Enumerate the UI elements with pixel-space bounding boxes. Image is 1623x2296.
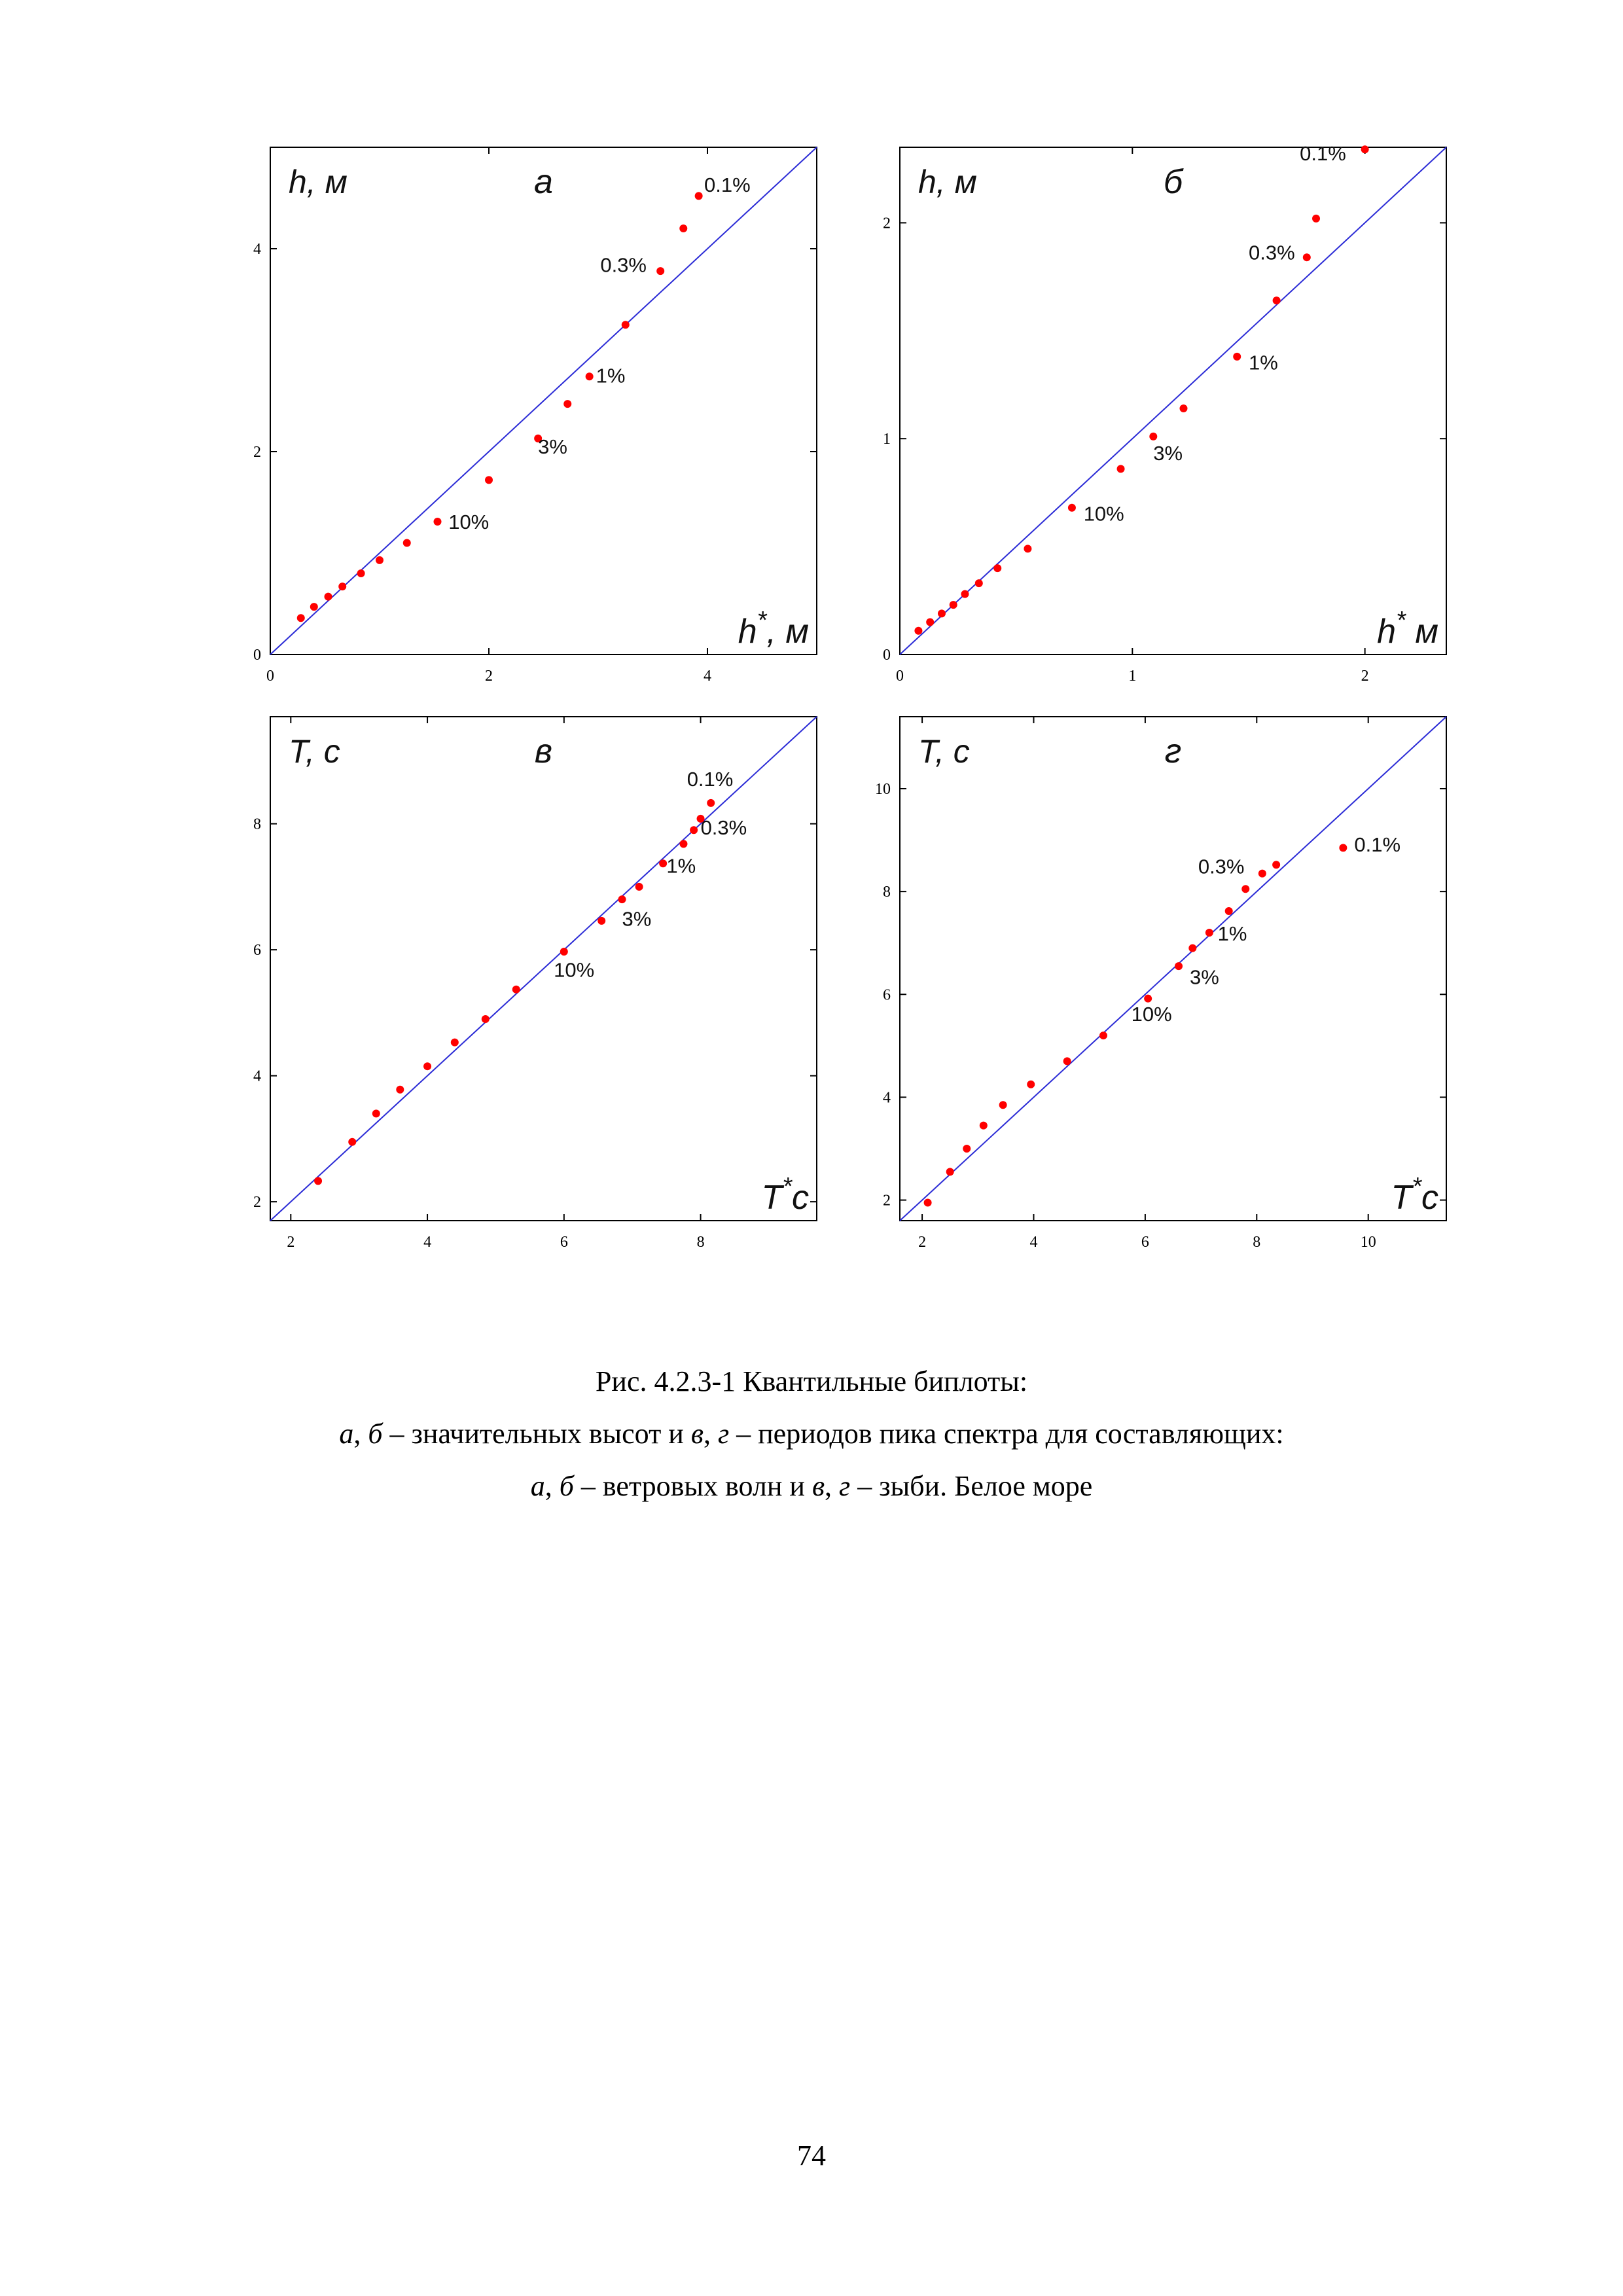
quantile-label: 1% <box>1248 351 1278 374</box>
data-point <box>1303 253 1311 261</box>
data-point <box>560 948 568 956</box>
data-point <box>924 1199 932 1207</box>
quantile-label: 3% <box>622 907 652 931</box>
x-tick-label: 4 <box>423 1234 432 1251</box>
data-point <box>690 826 698 834</box>
quantile-label: 1% <box>596 364 626 387</box>
y-axis-label: h, м <box>289 164 348 200</box>
data-point <box>1117 465 1125 473</box>
data-point <box>695 192 703 200</box>
data-point <box>297 614 305 622</box>
data-point <box>586 372 594 380</box>
data-point <box>1233 353 1241 361</box>
x-tick-label: 4 <box>704 668 711 685</box>
y-tick-label: 4 <box>253 241 261 258</box>
y-tick-label: 2 <box>253 444 261 461</box>
data-point <box>597 917 605 925</box>
x-tick-label: 2 <box>485 668 493 685</box>
caption-letter-d: г <box>839 1470 851 1502</box>
data-point <box>938 609 946 617</box>
quantile-label: 3% <box>1190 965 1219 989</box>
data-point <box>1273 296 1281 304</box>
quantile-label: 10% <box>448 510 490 533</box>
data-point <box>325 593 332 601</box>
data-point <box>950 601 957 609</box>
quantile-label: 0.1% <box>1300 141 1346 165</box>
x-tick-label: 8 <box>1253 1234 1261 1251</box>
data-point <box>963 1145 971 1153</box>
data-point <box>914 627 922 635</box>
quantile-label: 0.3% <box>600 253 647 277</box>
y-tick-label: 4 <box>253 1067 261 1085</box>
panel-b <box>883 142 1446 685</box>
quantile-label: 0.3% <box>700 816 747 839</box>
y-tick-label: 2 <box>883 1192 891 1210</box>
figure-caption-title: Рис. 4.2.3-1 Квантильные биплоты: <box>595 1365 1028 1397</box>
data-point <box>1063 1057 1071 1065</box>
data-point <box>1099 1031 1107 1039</box>
data-point <box>1339 844 1347 852</box>
caption-text: – ветровых волн и <box>573 1470 812 1502</box>
data-point <box>993 564 1001 572</box>
data-point <box>1225 907 1233 915</box>
x-axis-label: h*, м <box>738 607 809 651</box>
quantile-label: 0.1% <box>704 173 751 197</box>
data-point <box>975 579 983 587</box>
y-axis-label: T, c <box>289 733 340 770</box>
data-point <box>622 321 630 329</box>
data-point <box>679 840 687 848</box>
data-point <box>451 1039 459 1047</box>
panel-letter: в <box>534 732 553 770</box>
data-point <box>1149 433 1157 440</box>
figure-caption-line2: а, б – значительных высот и в, г – периодов пика спектра для составляющих: <box>339 1418 1284 1450</box>
x-tick-label: 2 <box>918 1234 927 1251</box>
data-point <box>679 224 687 232</box>
caption-letter-c: в <box>812 1470 825 1502</box>
y-tick-label: 4 <box>883 1089 891 1107</box>
panel-letter: а <box>534 163 553 201</box>
x-tick-label: 0 <box>896 668 904 685</box>
y-tick-label: 0 <box>883 647 891 664</box>
data-point <box>1024 545 1031 552</box>
data-point <box>338 583 346 590</box>
data-point <box>961 590 969 598</box>
data-point <box>618 895 626 903</box>
caption-text: – зыби. Белое море <box>850 1470 1093 1502</box>
x-tick-label: 8 <box>696 1234 705 1251</box>
caption-letter-d: г <box>717 1418 730 1450</box>
panel-c <box>253 717 817 1251</box>
data-point <box>1312 215 1320 223</box>
quantile-label: 3% <box>538 435 567 459</box>
quantile-label: 1% <box>1217 922 1247 945</box>
data-point <box>999 1101 1007 1109</box>
data-point <box>1241 885 1249 893</box>
panel-d <box>875 717 1446 1251</box>
panel-letter: б <box>1163 163 1183 201</box>
x-tick-label: 0 <box>266 668 274 685</box>
x-tick-label: 6 <box>1141 1234 1149 1251</box>
data-point <box>357 569 365 577</box>
x-tick-label: 10 <box>1360 1234 1376 1251</box>
caption-text: – значительных высот и <box>382 1418 691 1450</box>
reference-line <box>900 717 1446 1221</box>
data-point <box>1272 861 1280 869</box>
panel-a <box>253 147 817 685</box>
caption-letter-b: б <box>559 1470 574 1502</box>
data-point <box>372 1109 380 1117</box>
y-tick-label: 0 <box>253 647 261 664</box>
quantile-label: 3% <box>1153 442 1183 465</box>
x-tick-label: 1 <box>1128 668 1137 685</box>
y-tick-label: 8 <box>253 816 261 833</box>
quantile-label: 1% <box>666 854 696 878</box>
data-point <box>656 267 664 275</box>
data-point <box>423 1062 431 1070</box>
page-number: 74 <box>797 2140 826 2172</box>
quantile-label: 10% <box>1083 502 1124 526</box>
data-point <box>403 539 411 547</box>
y-tick-label: 2 <box>253 1194 261 1211</box>
x-axis-label: T*c <box>1391 1173 1438 1217</box>
quantile-label: 0.3% <box>1198 855 1245 878</box>
panel-letter: г <box>1164 732 1182 770</box>
caption-text: – периодов пика спектра для составляющих: <box>729 1418 1284 1450</box>
caption-letter-b: б <box>368 1418 383 1450</box>
reference-line <box>900 147 1446 655</box>
y-tick-label: 6 <box>253 942 261 960</box>
caption-letter-c: в <box>690 1418 704 1450</box>
reference-line <box>270 147 817 655</box>
x-axis-label: h* м <box>1377 607 1438 651</box>
y-tick-label: 6 <box>883 986 891 1004</box>
data-point <box>1258 870 1266 878</box>
data-point <box>434 518 442 526</box>
caption-letter-a: а <box>530 1470 545 1502</box>
quantile-label: 0.1% <box>1354 833 1401 856</box>
data-point <box>396 1086 404 1094</box>
data-point <box>707 799 715 807</box>
data-point <box>659 859 667 867</box>
x-tick-label: 2 <box>287 1234 295 1251</box>
data-point <box>314 1177 322 1185</box>
data-point <box>1027 1081 1035 1088</box>
data-point <box>1179 404 1187 412</box>
data-point <box>946 1168 954 1175</box>
y-axis-label: T, c <box>918 733 970 770</box>
data-point <box>1144 995 1152 1003</box>
data-point <box>926 619 934 626</box>
data-point <box>563 400 571 408</box>
y-tick-label: 2 <box>883 215 891 232</box>
y-tick-label: 8 <box>883 884 891 901</box>
data-point <box>485 476 493 484</box>
quantile-label: 10% <box>554 958 595 982</box>
figure-caption-line3: а, б – ветровых волн и в, г – зыби. Белое море <box>530 1470 1093 1502</box>
data-point <box>1068 504 1076 512</box>
data-point <box>512 986 520 994</box>
data-point <box>980 1122 988 1130</box>
data-point <box>376 556 383 564</box>
caption-letter-a: а <box>339 1418 354 1450</box>
quantile-label: 0.1% <box>687 767 734 791</box>
data-point <box>1361 145 1369 153</box>
data-point <box>482 1015 490 1023</box>
x-tick-label: 4 <box>1029 1234 1038 1251</box>
y-tick-label: 1 <box>883 431 891 448</box>
quantile-label: 0.3% <box>1248 241 1295 264</box>
quantile-label: 10% <box>1131 1003 1172 1026</box>
x-axis-label: T*c <box>761 1173 809 1217</box>
data-point <box>310 603 318 611</box>
x-tick-label: 2 <box>1361 668 1369 685</box>
data-point <box>635 883 643 891</box>
data-point <box>1188 944 1196 952</box>
data-point <box>1175 962 1183 970</box>
y-tick-label: 10 <box>875 781 891 798</box>
data-point <box>348 1138 356 1146</box>
y-axis-label: h, м <box>918 164 977 200</box>
x-tick-label: 6 <box>560 1234 568 1251</box>
data-point <box>1205 929 1213 937</box>
